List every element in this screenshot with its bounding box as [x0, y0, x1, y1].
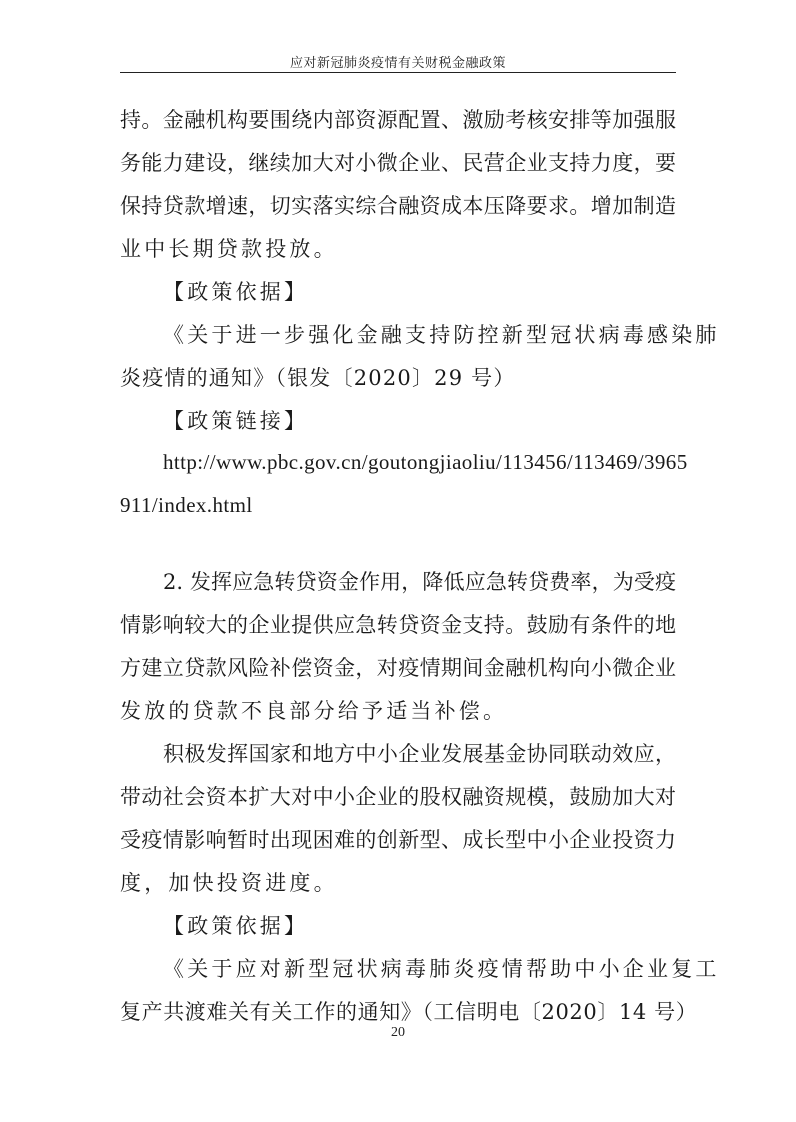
paragraph-line: 方建立贷款风险补偿资金，对疫情期间金融机构向小微企业 [120, 656, 676, 680]
paragraph-line: 炎疫情的通知》（银发〔2020〕29 号） [120, 366, 516, 390]
paragraph-line: 情影响较大的企业提供应急转贷资金支持。鼓励有条件的地 [120, 613, 676, 637]
paragraph-line: 受疫情影响暂时出现困难的创新型、成长型中小企业投资力 [120, 828, 676, 852]
page-number: 20 [391, 1025, 405, 1040]
paragraph-line: 2. 发挥应急转贷资金作用，降低应急转贷费率，为受疫 [163, 570, 676, 594]
section-heading-policy-basis: 【政策依据】 [163, 914, 309, 938]
section-heading-policy-basis: 【政策依据】 [163, 280, 309, 304]
paragraph-line: 务能力建设，继续加大对小微企业、民营企业支持力度，要 [120, 151, 676, 175]
policy-link-url-continued[interactable]: 911/index.html [120, 493, 253, 517]
paragraph-line: 业中长期贷款投放。 [120, 237, 338, 261]
section-heading-policy-link: 【政策链接】 [163, 409, 309, 433]
policy-link-url[interactable]: http://www.pbc.gov.cn/goutongjiaoliu/113456/113469/3965 [163, 450, 688, 474]
paragraph-line: 复产共渡难关有关工作的通知》（工信明电〔2020〕14 号） [120, 1000, 698, 1024]
paragraph-line: 《关于进一步强化金融支持防控新型冠状病毒感染肺 [163, 323, 720, 347]
paragraph-line: 持。金融机构要围绕内部资源配置、激励考核安排等加强服 [120, 108, 676, 132]
paragraph-line: 发放的贷款不良部分给予适当补偿。 [120, 699, 508, 723]
paragraph-line: 《关于应对新型冠状病毒肺炎疫情帮助中小企业复工 [163, 957, 720, 981]
paragraph-line: 度，加快投资进度。 [120, 871, 338, 895]
paragraph-line: 积极发挥国家和地方中小企业发展基金协同联动效应， [163, 742, 676, 766]
running-header: 应对新冠肺炎疫情有关财税金融政策 [289, 56, 506, 71]
paragraph-line: 保持贷款增速，切实落实综合融资成本压降要求。增加制造 [120, 194, 676, 218]
header-rule [120, 72, 676, 73]
paragraph-line: 带动社会资本扩大对中小企业的股权融资规模，鼓励加大对 [120, 785, 676, 809]
